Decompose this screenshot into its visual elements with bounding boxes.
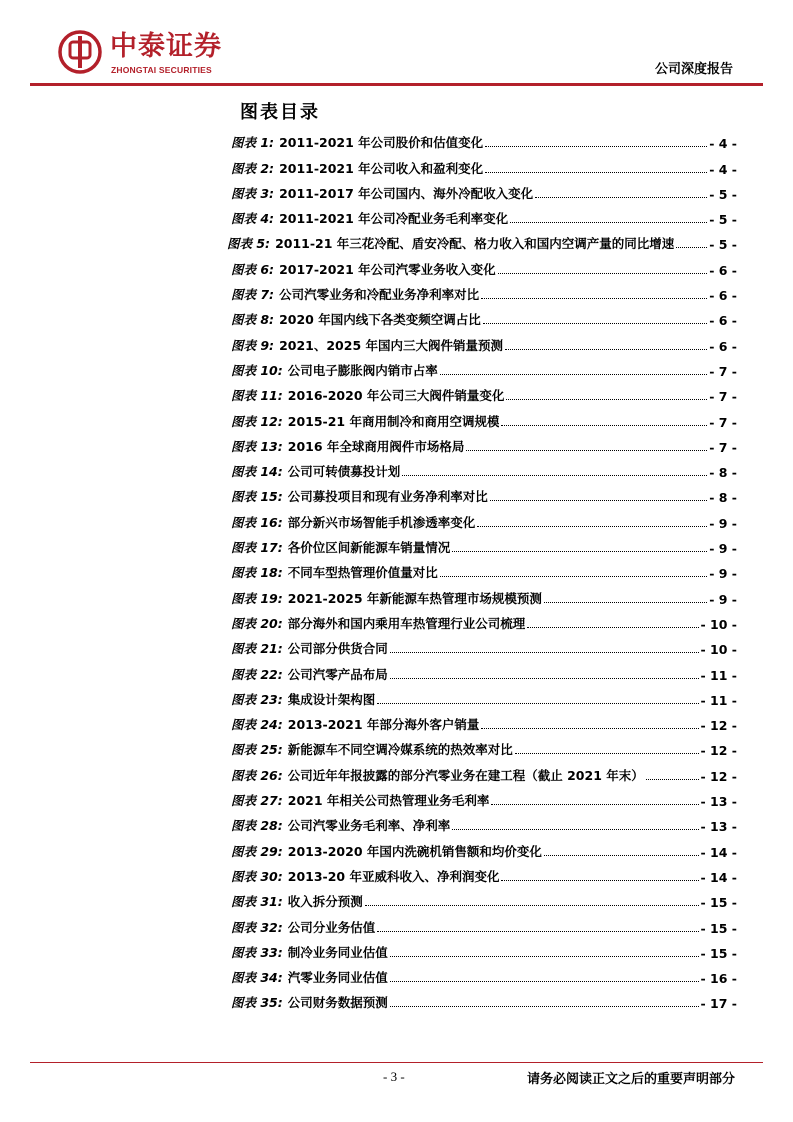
toc-entry-label: 图表 28: <box>231 818 283 834</box>
toc-entry-page: - 5 - <box>709 237 737 253</box>
toc-entry[interactable] <box>231 834 737 859</box>
toc-entry-label: 图表 22: <box>231 666 283 682</box>
toc-entry[interactable] <box>231 986 737 1011</box>
toc-entry-label: 图表 15: <box>231 489 283 505</box>
toc-entry[interactable] <box>231 556 737 581</box>
toc-entry-title: 2013-20 年亚威科收入、净利润变化 <box>287 868 500 884</box>
toc-entry-title: 公司电子膨胀阀内销市占率 <box>287 362 438 378</box>
toc-dot-leader <box>481 298 707 299</box>
toc-dot-leader <box>535 197 707 198</box>
toc-entry-page: - 5 - <box>709 186 737 202</box>
toc-entry-label: 图表 24: <box>231 717 283 733</box>
toc-dot-leader <box>501 425 707 426</box>
toc-entry[interactable] <box>231 126 737 151</box>
toc-dot-leader <box>390 678 699 679</box>
toc-entry[interactable] <box>231 607 737 632</box>
toc-dot-leader <box>483 323 708 324</box>
toc-dot-leader <box>402 475 707 476</box>
toc-entry-title: 2021-2025 年新能源车热管理市场规模预测 <box>287 590 542 606</box>
footer-divider <box>30 1062 763 1063</box>
toc-entry-label: 图表 7: <box>231 287 275 303</box>
toc-dot-leader <box>527 627 698 628</box>
toc-entry-label: 图表 9: <box>231 337 275 353</box>
toc-dot-leader <box>452 829 698 830</box>
toc-entry-page: - 9 - <box>709 566 737 582</box>
logo-english-name: ZHONGTAI SECURITIES <box>111 65 212 75</box>
toc-entry-title: 公司可转债募投计划 <box>287 464 401 480</box>
toc-entry[interactable] <box>231 683 737 708</box>
toc-dot-leader <box>390 981 699 982</box>
toc-entry-page: - 10 - <box>700 642 737 658</box>
toc-entry-label: 图表 3: <box>231 185 275 201</box>
toc-entry-title: 新能源车不同空调冷媒系统的热效率对比 <box>287 742 513 758</box>
toc-dot-leader <box>377 703 698 704</box>
toc-entry[interactable] <box>231 303 737 328</box>
toc-entry[interactable] <box>231 936 737 961</box>
toc-entry-label: 图表 16: <box>231 514 283 530</box>
toc-entry-title: 公司近年年报披露的部分汽零业务在建工程（截止 2021 年末） <box>287 767 644 783</box>
toc-entry-title: 公司募投项目和现有业务净利率对比 <box>287 489 488 505</box>
toc-entry[interactable] <box>231 708 737 733</box>
toc-entry[interactable] <box>231 252 737 277</box>
toc-entry-page: - 12 - <box>700 768 737 784</box>
toc-dot-leader <box>365 905 699 906</box>
toc-entry[interactable] <box>231 354 737 379</box>
toc-dot-leader <box>390 956 699 957</box>
toc-entry-label: 图表 23: <box>231 691 283 707</box>
toc-entry-title: 2017-2021 年公司汽零业务收入变化 <box>279 261 496 277</box>
toc-dot-leader <box>390 1006 699 1007</box>
company-logo <box>58 30 248 80</box>
toc-dot-leader <box>646 779 699 780</box>
toc-entry-label: 图表 21: <box>231 641 283 657</box>
toc-dot-leader <box>498 273 708 274</box>
toc-entry-label: 图表 34: <box>231 970 283 986</box>
toc-dot-leader <box>477 526 707 527</box>
toc-entry[interactable] <box>231 860 737 885</box>
toc-entry-label: 图表 20: <box>231 615 283 631</box>
toc-dot-leader <box>676 247 707 248</box>
toc-entry[interactable] <box>231 328 737 353</box>
toc-entry-page: - 6 - <box>709 262 737 278</box>
toc-entry[interactable] <box>231 784 737 809</box>
toc-entry[interactable] <box>231 809 737 834</box>
toc-entry-page: - 7 - <box>709 389 737 405</box>
toc-entry-title: 公司汽零产品布局 <box>287 666 388 682</box>
toc-entry[interactable] <box>231 455 737 480</box>
toc-entry-title: 2011-2021 年公司股价和估值变化 <box>279 135 484 151</box>
toc-entry-page: - 9 - <box>709 515 737 531</box>
toc-entry-page: - 14 - <box>700 844 737 860</box>
toc-entry-label: 图表 11: <box>231 388 283 404</box>
toc-entry-title: 2020 年国内线下各类变频空调占比 <box>279 312 481 328</box>
toc-entry-page: - 11 - <box>700 667 737 683</box>
toc-dot-leader <box>505 349 707 350</box>
toc-dot-leader <box>452 551 707 552</box>
toc-entry[interactable] <box>231 404 737 429</box>
toc-entry-label: 图表 10: <box>231 362 283 378</box>
toc-entry-page: - 17 - <box>700 996 737 1012</box>
toc-entry-label: 图表 5: <box>227 236 271 252</box>
toc-entry-page: - 12 - <box>700 743 737 759</box>
toc-dot-leader <box>440 374 707 375</box>
toc-dot-leader <box>544 602 707 603</box>
toc-title: 图表目录 <box>240 102 320 123</box>
toc-entry-title: 2011-2021 年公司收入和盈利变化 <box>279 160 484 176</box>
toc-entry-page: - 7 - <box>709 363 737 379</box>
toc-entry-label: 图表 8: <box>231 312 275 328</box>
toc-entry-title: 收入拆分预测 <box>287 894 363 910</box>
toc-entry-title: 不同车型热管理价值量对比 <box>287 565 438 581</box>
toc-entry-page: - 8 - <box>709 490 737 506</box>
toc-entry[interactable] <box>231 379 737 404</box>
toc-entry-page: - 5 - <box>709 212 737 228</box>
toc-entry-title: 2013-2020 年国内洗碗机销售额和均价变化 <box>287 843 542 859</box>
toc-entry-title: 公司部分供货合同 <box>287 641 388 657</box>
toc-entry-label: 图表 19: <box>231 590 283 606</box>
page-header <box>0 0 793 90</box>
toc-entry-label: 图表 2: <box>231 160 275 176</box>
toc-entry-page: - 7 - <box>709 414 737 430</box>
figure-toc-list <box>227 126 737 1012</box>
toc-entry[interactable] <box>231 758 737 783</box>
toc-entry-page: - 4 - <box>709 136 737 152</box>
toc-entry-title: 2016-2020 年公司三大阀件销量变化 <box>287 388 505 404</box>
toc-entry-page: - 8 - <box>709 465 737 481</box>
toc-entry-title: 公司分业务估值 <box>287 919 376 935</box>
report-type: 公司深度报告 <box>654 62 733 77</box>
toc-dot-leader <box>466 450 707 451</box>
toc-entry-label: 图表 13: <box>231 438 283 454</box>
toc-entry-page: - 11 - <box>700 692 737 708</box>
toc-entry-title: 公司汽零业务和冷配业务净利率对比 <box>279 287 480 303</box>
toc-entry[interactable] <box>231 632 737 657</box>
toc-entry-page: - 6 - <box>709 288 737 304</box>
toc-entry-page: - 6 - <box>709 313 737 329</box>
toc-entry-label: 图表 1: <box>231 135 275 151</box>
toc-entry-label: 图表 35: <box>231 995 283 1011</box>
toc-entry-label: 图表 6: <box>231 261 275 277</box>
toc-entry-title: 公司汽零业务毛利率、净利率 <box>287 818 451 834</box>
header-divider <box>30 83 763 86</box>
toc-entry[interactable] <box>231 885 737 910</box>
toc-entry-title: 公司财务数据预测 <box>287 995 388 1011</box>
toc-entry-page: - 10 - <box>700 616 737 632</box>
toc-dot-leader <box>377 931 698 932</box>
toc-entry-label: 图表 25: <box>231 742 283 758</box>
toc-entry-page: - 13 - <box>700 794 737 810</box>
toc-dot-leader <box>490 500 707 501</box>
toc-entry[interactable] <box>231 505 737 530</box>
toc-entry-page: - 9 - <box>709 541 737 557</box>
toc-entry-title: 2011-2017 年公司国内、海外冷配收入变化 <box>279 185 534 201</box>
toc-entry-page: - 12 - <box>700 718 737 734</box>
toc-entry[interactable] <box>231 202 737 227</box>
toc-dot-leader <box>491 804 698 805</box>
toc-entry-label: 图表 33: <box>231 944 283 960</box>
toc-dot-leader <box>390 652 699 653</box>
toc-entry[interactable] <box>231 657 737 682</box>
toc-entry-label: 图表 32: <box>231 919 283 935</box>
toc-entry[interactable] <box>231 910 737 935</box>
toc-entry-title: 集成设计架构图 <box>287 691 376 707</box>
logo-chinese-name: 中泰证券 <box>110 31 222 62</box>
toc-entry-title: 制冷业务同业估值 <box>287 944 388 960</box>
toc-entry-label: 图表 29: <box>231 843 283 859</box>
toc-entry-title: 2021 年相关公司热管理业务毛利率 <box>287 793 490 809</box>
toc-entry-label: 图表 12: <box>231 413 283 429</box>
toc-entry[interactable] <box>231 151 737 176</box>
toc-entry-label: 图表 31: <box>231 894 283 910</box>
toc-entry-page: - 15 - <box>700 895 737 911</box>
zhongtai-logo-icon <box>58 30 102 74</box>
toc-entry-label: 图表 18: <box>231 565 283 581</box>
toc-entry[interactable] <box>231 531 737 556</box>
toc-entry-title: 2021、2025 年国内三大阀件销量预测 <box>279 337 503 353</box>
toc-entry-page: - 16 - <box>700 971 737 987</box>
toc-entry[interactable] <box>231 430 737 455</box>
toc-entry-page: - 6 - <box>709 338 737 354</box>
toc-entry-title: 2015-21 年商用制冷和商用空调规模 <box>287 413 500 429</box>
toc-entry-page: - 7 - <box>709 439 737 455</box>
footer-disclaimer: 请务必阅读正文之后的重要声明部分 <box>526 1072 735 1087</box>
toc-dot-leader <box>515 753 699 754</box>
toc-entry-title: 部分新兴市场智能手机渗透率变化 <box>287 514 476 530</box>
toc-dot-leader <box>544 855 699 856</box>
page-number: - 3 - <box>383 1069 405 1084</box>
toc-entry-label: 图表 27: <box>231 793 283 809</box>
toc-entry-page: - 4 - <box>709 161 737 177</box>
toc-dot-leader <box>481 728 698 729</box>
toc-entry[interactable] <box>231 961 737 986</box>
toc-dot-leader <box>510 222 707 223</box>
toc-entry[interactable] <box>231 177 737 202</box>
toc-entry[interactable] <box>231 733 737 758</box>
toc-entry-title: 2016 年全球商用阀件市场格局 <box>287 438 465 454</box>
toc-entry-label: 图表 4: <box>231 211 275 227</box>
toc-entry-title: 部分海外和国内乘用车热管理行业公司梳理 <box>287 615 526 631</box>
toc-dot-leader <box>506 399 707 400</box>
toc-entry-title: 2011-2021 年公司冷配业务毛利率变化 <box>279 211 509 227</box>
toc-entry-label: 图表 14: <box>231 464 283 480</box>
toc-entry-page: - 15 - <box>700 945 737 961</box>
toc-entry[interactable] <box>227 227 737 253</box>
toc-entry[interactable] <box>231 480 737 505</box>
toc-entry-label: 图表 17: <box>231 540 283 556</box>
toc-entry-label: 图表 26: <box>231 767 283 783</box>
toc-dot-leader <box>440 576 707 577</box>
toc-entry-title: 各价位区间新能源车销量情况 <box>287 540 451 556</box>
toc-dot-leader <box>485 172 707 173</box>
toc-entry-page: - 13 - <box>700 819 737 835</box>
toc-dot-leader <box>501 880 698 881</box>
toc-dot-leader <box>485 146 707 147</box>
toc-entry-label: 图表 30: <box>231 868 283 884</box>
toc-entry-page: - 14 - <box>700 869 737 885</box>
toc-entry-title: 2013-2021 年部分海外客户销量 <box>287 717 480 733</box>
toc-entry[interactable] <box>231 278 737 303</box>
toc-entry-title: 汽零业务同业估值 <box>287 970 388 986</box>
toc-entry[interactable] <box>231 581 737 606</box>
toc-entry-page: - 15 - <box>700 920 737 936</box>
toc-entry-title: 2011-21 年三花冷配、盾安冷配、格力收入和国内空调产量的同比增速 <box>275 236 675 252</box>
toc-entry-page: - 9 - <box>709 591 737 607</box>
